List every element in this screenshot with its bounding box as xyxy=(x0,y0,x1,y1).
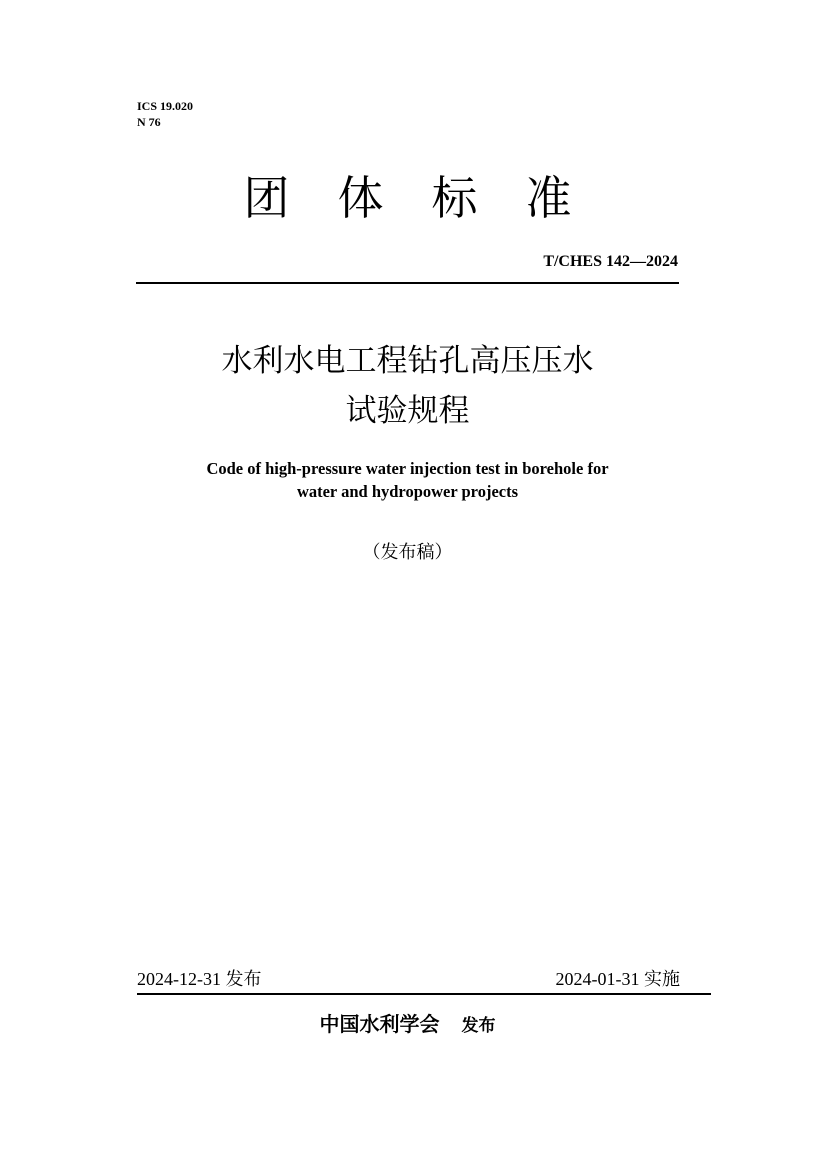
draft-status: （发布稿） xyxy=(362,542,453,562)
issue-date: 2024-12-31 发布 xyxy=(137,969,262,989)
ics-code: ICS 19.020 xyxy=(137,99,194,113)
header-divider xyxy=(136,282,679,284)
publish-label: 发布 xyxy=(461,1016,496,1036)
title-english-line-2: water and hydropower projects xyxy=(296,482,519,501)
title-chinese-line-1: 水利水电工程钻孔高压压水 xyxy=(221,343,594,379)
document-type-heading: 团体标准 xyxy=(243,171,620,225)
ccs-code: N 76 xyxy=(137,115,161,129)
publisher-line xyxy=(0,1010,815,1040)
implementation-date: 2024-01-31 实施 xyxy=(555,969,680,989)
standard-number: T/CHES 142—2024 xyxy=(543,253,678,270)
title-english-line-1: Code of high-pressure water injection test in borehole for xyxy=(206,459,609,478)
publisher-name: 中国水利学会 xyxy=(319,1012,440,1036)
footer-divider xyxy=(137,993,711,995)
title-chinese-line-2: 试验规程 xyxy=(345,393,470,429)
